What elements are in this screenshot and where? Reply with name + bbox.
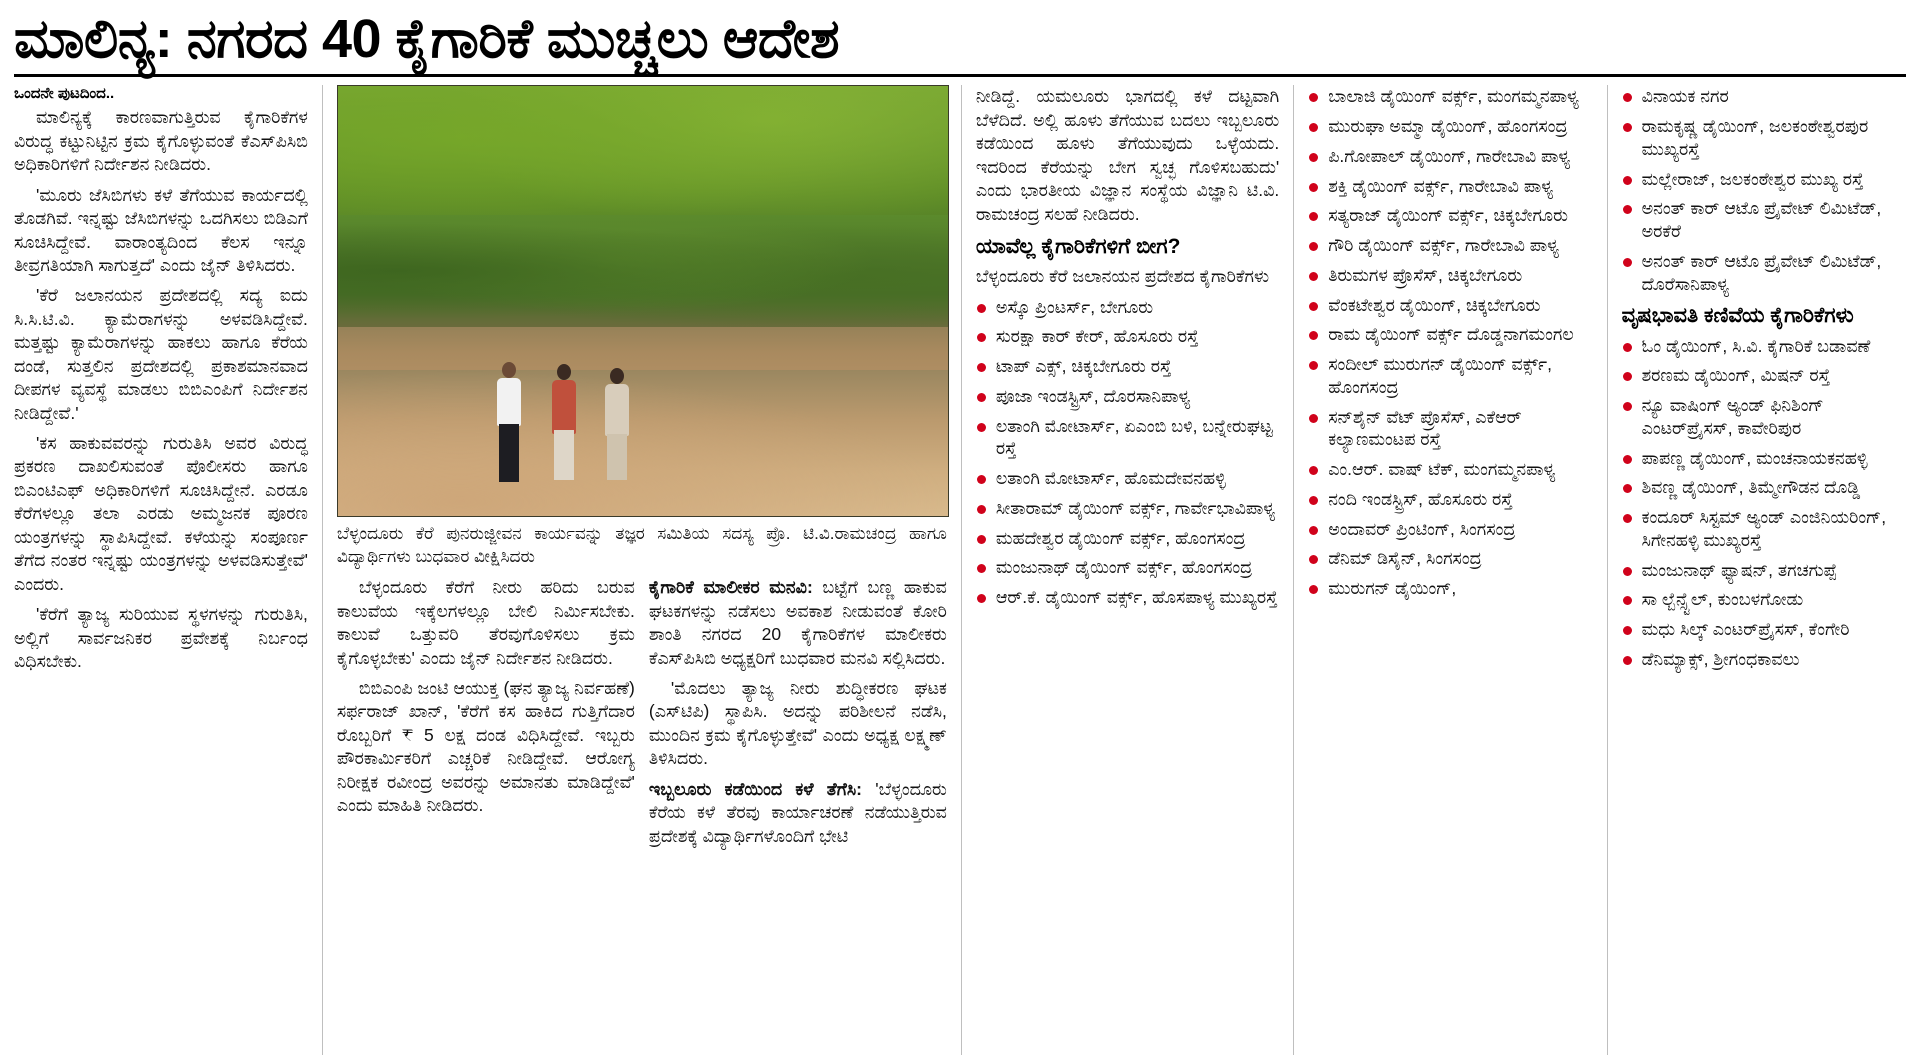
headline-rule — [14, 74, 1906, 77]
list-item: ಶಿವಣ್ಣ ಡೈಯಿಂಗ್, ತಿಮ್ಮೇಗೌಡನ ದೊಡ್ಡಿ — [1622, 476, 1906, 499]
paragraph-with-runin — [649, 576, 947, 670]
list-item: ಡೆನಿಮ್ಯಾಕ್ಸ್, ಶ್ರೀಗಂಧಕಾವಲು — [1622, 648, 1906, 671]
list-item: ಮಂಜುನಾಥ್ ಫ್ಯಾಷನ್, ತಗಚಗುಪ್ಪೆ — [1622, 559, 1906, 582]
list-item: ತಿರುಮಗಳ ಪ್ರೊಸೆಸ್, ಚಿಕ್ಕಬೇಗೂರು — [1308, 264, 1592, 287]
list-item: ಅನಂತ್ ಕಾರ್ ಆಟೊ ಪ್ರೈವೇಟ್ ಲಿಮಿಟೆಡ್, ಅರಕೆರೆ — [1622, 197, 1906, 243]
column-divider — [1607, 85, 1608, 1055]
list-item: ಗೌರಿ ಡೈಯಿಂಗ್ ವರ್ಕ್ಸ್, ಗಾರೇಬಾವಿ ಪಾಳ್ಯ — [1308, 234, 1592, 257]
column-1 — [14, 85, 308, 680]
list-item: ಸತ್ಯರಾಜ್ ಡೈಯಿಂಗ್ ವರ್ಕ್ಸ್, ಚಿಕ್ಕಬೇಗೂರು — [1308, 204, 1592, 227]
list-item: ಮಹದೇಶ್ವರ ಡೈಯಿಂಗ್ ವರ್ಕ್ಸ್, ಹೊಂಗಸಂದ್ರ — [976, 527, 1279, 550]
list-item: ಮಂಜುನಾಥ್ ಡೈಯಿಂಗ್ ವರ್ಕ್ಸ್, ಹೊಂಗಸಂದ್ರ — [976, 556, 1279, 579]
column-divider — [961, 85, 962, 1055]
paragraph-text: 'ಬೆಳ್ಳಂದೂರು ಕೆರೆಯ ಕಳೆ ತೆರವು ಕಾರ್ಯಾಚರಣೆ ನಡೆಯುತ್ತಿರುವ ಪ್ರದೇಶಕ್ಕೆ ವಿದ್ಯಾರ್ಥಿಗಳೊಂದಿಗೆ ಭೇಟಿ — [648, 778, 947, 846]
column-2b — [649, 576, 947, 855]
photo-caption: ಬೆಳ್ಳಂದೂರು ಕೆರೆ ಪುನರುಜ್ಜೀವನ ಕಾರ್ಯವನ್ನು ತಜ್ಞರ ಸಮಿತಿಯ ಸದಸ್ಯ ಪ್ರೊ. ಟಿ.ವಿ.ರಾಮಚಂದ್ರ ಹಾಗೂ ವಿದ್ಯಾರ್ಥಿಗಳು ಬುಧವಾರ ವೀಕ್ಷಿಸಿದರು — [336, 524, 947, 566]
column-divider — [322, 85, 323, 1055]
column-4 — [1308, 85, 1592, 607]
list-item: ಮುರುಘಾ ಅಮ್ಮಾ ಡೈಯಿಂಗ್, ಹೊಂಗಸಂದ್ರ — [1308, 115, 1592, 138]
list-item: ಬಾಲಾಜಿ ಡೈಯಿಂಗ್ ವರ್ಕ್ಸ್, ಮಂಗಮ್ಮನಪಾಳ್ಯ — [1308, 85, 1592, 108]
list-item: ನ್ಯೂ ವಾಷಿಂಗ್ ಅ್ಯಂಡ್ ಫಿನಿಶಿಂಗ್ ಎಂಟರ್‌ಪ್ರೈಸಸ್, ಕಾವೇರಿಪುರ — [1622, 394, 1906, 440]
column-5 — [1622, 85, 1906, 677]
section-heading-industries: ಯಾವೆಲ್ಲ ಕೈಗಾರಿಕೆಗಳಿಗೆ ಬೀಗ? — [975, 234, 1181, 258]
list-item: ಆರ್.ಕೆ. ಡೈಯಿಂಗ್ ವರ್ಕ್ಸ್, ಹೊಸಪಾಳ್ಯ ಮುಖ್ಯರಸ್ತೆ — [976, 586, 1279, 609]
photo-person-left — [488, 362, 534, 482]
paragraph-with-runin — [649, 778, 947, 848]
paragraph: ಮಾಲಿನ್ಯಕ್ಕೆ ಕಾರಣವಾಗುತ್ತಿರುವ ಕೈಗಾರಿಕೆಗಳ ವಿರುದ್ಧ ಕಟ್ಟುನಿಟ್ಟಿನ ಕ್ರಮ ಕೈಗೊಳ್ಳುವಂತೆ ಕೆಎಸ್‌ಪಿಸಿಬಿ ಅಧಿಕಾರಿಗಳಿಗೆ ನಿರ್ದೇಶನ ನೀಡಿದರು. — [14, 107, 308, 175]
runin-heading: ಇಬ್ಬಲೂರು ಕಡೆಯಿಂದ ಕಳೆ ತೆಗೆಸಿ: — [648, 778, 862, 799]
paragraph: 'ಮೊದಲು ತ್ಯಾಜ್ಯ ನೀರು ಶುದ್ಧೀಕರಣ ಘಟಕ (ಎಸ್‌ಟಿಪಿ) ಸ್ಥಾಪಿಸಿ. ಅದನ್ನು ಪರಿಶೀಲನೆ ನಡೆಸಿ, ಮುಂದಿನ ಕ್ರಮ ಕೈಗೊಳ್ಳುತ್ತೇವೆ' ಎಂದು ಅಧ್ಯಕ್ಷ ಲಕ್ಷ್ಮಣ್ ತಿಳಿಸಿದರು. — [648, 677, 947, 769]
photo-block — [337, 85, 947, 517]
list-item: ಮಧು ಸಿಲ್ಕ್ ಎಂಟರ್‌ಪ್ರೈಸಸ್, ಕೆಂಗೇರಿ — [1622, 618, 1906, 641]
list-item: ಎಂ.ಆರ್. ವಾಷ್ ಟೆಕ್, ಮಂಗಮ್ಮನಪಾಳ್ಯ — [1308, 458, 1592, 481]
list-item: ಶಕ್ತಿ ಡೈಯಿಂಗ್ ವರ್ಕ್ಸ್, ಗಾರೇಬಾವಿ ಪಾಳ್ಯ — [1308, 175, 1592, 198]
list-item: ಲತಾಂಗಿ ಮೋಟಾರ್ಸ್, ಹೊಮದೇವನಹಳ್ಳಿ — [976, 467, 1279, 490]
paragraph-text: ಬಟ್ಟೆಗೆ ಬಣ್ಣ ಹಾಕುವ ಘಟಕಗಳನ್ನು ನಡೆಸಲು ಅವಕಾಶ ನೀಡುವಂತೆ ಕೋರಿ ಶಾಂತಿ ನಗರದ 20 ಕೈಗಾರಿಕೆಗಳ ಮಾಲೀಕರು ಕೆಎಸ್‌ಪಿಸಿಬಿ ಅಧ್ಯಕ್ಷರಿಗೆ ಬುಧವಾರ ಮನವಿ ಸಲ್ಲಿಸಿದರು. — [648, 577, 947, 668]
list-item: ಓಂ ಡೈಯಿಂಗ್, ಸಿ.ವಿ. ಕೈಗಾರಿಕೆ ಬಡಾವಣೆ — [1622, 335, 1906, 358]
list-item: ಪಿ.ಗೋಪಾಲ್ ಡೈಯಿಂಗ್, ಗಾರೇಬಾವಿ ಪಾಳ್ಯ — [1308, 145, 1592, 168]
column-3 — [976, 85, 1279, 616]
column-divider — [1293, 85, 1294, 1055]
continued-from-label: ಒಂದನೇ ಪುಟದಿಂದ.. — [14, 85, 115, 103]
paragraph: 'ಕಸ ಹಾಕುವವರನ್ನು ಗುರುತಿಸಿ ಅವರ ವಿರುದ್ಧ ಪ್ರಕರಣ ದಾಖಲಿಸುವಂತೆ ಪೊಲೀಸರು ಹಾಗೂ ಬಿಎಂಟಿಎಫ್ ಅಧಿಕಾರಿಗಳಿಗೆ ಸೂಚಿಸಿದ್ದೇನೆ. ಎರಡೂ ಕೆರೆಗಳಲ್ಲೂ ತಲಾ ಎರಡು ಅಮ್ಮಜನಕ ಪೂರಣ ಯಂತ್ರಗಳನ್ನು ಸ್ಥಾಪಿಸಿದ್ದೇವೆ. ಕಳೆಯನ್ನು ಸಂಪೂರ್ಣ ತೆಗೆದ ನಂತರ ಇನ್ನಷ್ಟು ಯಂತ್ರಗಳನ್ನು ಅಳವಡಿಸುತ್ತೇವೆ' ಎಂದರು. — [14, 433, 308, 594]
list-item: ಟಾಪ್ ಎಕ್ಸ್, ಚಿಕ್ಕಬೇಗೂರು ರಸ್ತೆ — [976, 355, 1279, 378]
list-item: ಶರಣಮ ಡೈಯಿಂಗ್, ಮಿಷನ್ ರಸ್ತೆ — [1622, 364, 1906, 387]
list-item: ಪಾಪಣ್ಣ ಡೈಯಿಂಗ್, ಮಂಚನಾಯಕನಹಳ್ಳಿ — [1622, 447, 1906, 470]
list-item: ನಂದಿ ಇಂಡಸ್ಟ್ರಿಸ್, ಹೊಸೂರು ರಸ್ತೆ — [1308, 488, 1592, 511]
article-columns — [14, 85, 1906, 1055]
list-item: ಡೆನಿಮ್ ಡಿಸೈನ್, ಸಿಂಗಸಂದ್ರ — [1308, 547, 1592, 570]
list-item: ಅಂದಾವರ್ ಪ್ರಿಂಟಿಂಗ್, ಸಿಂಗಸಂದ್ರ — [1308, 518, 1592, 541]
industry-list-2 — [1308, 85, 1592, 600]
list-item: ಸಾ ಲ್ಬೆನ್ಸ್ಟೆಲ್, ಕುಂಬಳಗೋಡು — [1622, 588, 1906, 611]
photo-mud-layer — [338, 370, 948, 516]
industry-list-4 — [1622, 335, 1906, 671]
list-item: ಕಂದೂರ್ ಸಿಸ್ಟಮ್ ಅ್ಯಂಡ್ ಎಂಜಿನಿಯರಿಂಗ್, ಸಿಗೇನಹಳ್ಳಿ ಮುಖ್ಯರಸ್ತೆ — [1622, 506, 1906, 552]
list-item: ಮುರುಗನ್ ಡೈಯಿಂಗ್, — [1308, 577, 1592, 600]
industry-list-3 — [1622, 85, 1906, 295]
section-intro: ಬೆಳ್ಳಂದೂರು ಕೆರೆ ಜಲಾನಯನ ಪ್ರದೇಶದ ಕೈಗಾರಿಕೆಗಳು — [975, 266, 1270, 287]
list-item: ಸನ್‌ಶೈನ್ ವೆಟ್ ಪ್ರೊಸೆಸ್, ಎಕೆಆರ್ ಕಲ್ಯಾಣಮಂಟಪ ರಸ್ತೆ — [1308, 406, 1592, 452]
list-item: ಸುರಕ್ಷಾ ಕಾರ್ ಕೇರ್, ಹೊಸೂರು ರಸ್ತೆ — [976, 325, 1279, 348]
paragraph: 'ಕೆರೆ ಜಲಾನಯನ ಪ್ರದೇಶದಲ್ಲಿ ಸದ್ಯ ಐದು ಸಿ.ಸಿ.ಟಿ.ವಿ. ಕ್ಯಾಮೆರಾಗಳನ್ನು ಅಳವಡಿಸಿದ್ದೇವೆ. ಮತ್ತಷ್ಟು ಕ್ಯಾಮೆರಾಗಳನ್ನು ಹಾಕಲು ಹಾಗೂ ಕೆರೆಯ ದಂಡೆ, ಸುತ್ತಲಿನ ಪ್ರದೇಶದಲ್ಲಿ ಪ್ರಕಾಶಮಾನವಾದ ದೀಪಗಳ ವ್ಯವಸ್ಥೆ ಮಾಡಲು ಬಿಬಿಎಂಪಿಗೆ ನಿರ್ದೇಶನ ನೀಡಿದ್ದೇವೆ.' — [14, 285, 308, 423]
paragraph: ನೀಡಿದ್ದೆ. ಯಮಲೂರು ಭಾಗದಲ್ಲಿ ಕಳೆ ದಟ್ಟವಾಗಿ ಬೆಳೆದಿದೆ. ಅಲ್ಲಿ ಹೂಳು ತೆಗೆಯುವ ಬದಲು ಇಬ್ಬಲೂರು ಕಡೆಯಿಂದ ಹೂಳು ತೆಗೆಯುವುದು ಒಳ್ಳೆಯದು. ಇದರಿಂದ ಕೆರೆಯನ್ನು ಬೇಗ ಸ್ವಚ್ಛ ಗೊಳಿಸಬಹುದು' ಎಂದು ಭಾರತೀಯ ವಿಜ್ಞಾನ ಸಂಸ್ಥೆಯ ವಿಜ್ಞಾನಿ ಟಿ.ವಿ. ರಾಮಚಂದ್ರ ಸಲಹೆ ನೀಡಿದರು. — [975, 86, 1280, 224]
runin-heading: ಕೈಗಾರಿಕೆ ಮಾಲೀಕರ ಮನವಿ: — [648, 577, 813, 598]
list-item: ವಿನಾಯಕ ನಗರ — [1622, 85, 1906, 108]
photo-person-middle — [543, 362, 589, 482]
column-2a — [337, 576, 635, 855]
page-title: ಮಾಲಿನ್ಯ: ನಗರದ 40 ಕೈಗಾರಿಕೆ ಮುಚ್ಚಲು ಆದೇಶ — [14, 9, 840, 69]
paragraph: 'ಮೂರು ಜೆಸಿಬಿಗಳು ಕಳೆ ತೆಗೆಯುವ ಕಾರ್ಯದಲ್ಲಿ ತೊಡಗಿವೆ. ಇನ್ನಷ್ಟು ಜೆಸಿಬಿಗಳನ್ನು ಒದಗಿಸಲು ಬಿಡಿಎಗೆ ಸೂಚಿಸಿದ್ದೇವೆ. ವಾರಾಂತ್ಯದಿಂದ ಕೆಲಸ ಇನ್ನೂ ತೀವ್ರಗತಿಯಾಗಿ ಸಾಗುತ್ತದೆ' ಎಂದು ಜೈನ್ ತಿಳಿಸಿದರು. — [14, 184, 308, 275]
section-heading-vrishabhavathi: ವೃಷಭಾವತಿ ಕಣಿವೆಯ ಕೈಗಾರಿಕೆಗಳು — [1621, 304, 1854, 328]
list-item: ಸಂದೀಲ್ ಮುರುಗನ್ ಡೈಯಿಂಗ್ ವರ್ಕ್ಸ್, ಹೊಂಗಸಂದ್ರ — [1308, 353, 1592, 399]
list-item: ಪೂಜಾ ಇಂಡಸ್ಟ್ರಿಸ್, ದೊರಸಾನಿಪಾಳ್ಯ — [976, 385, 1279, 408]
photo-person-right — [596, 364, 642, 482]
list-item: ಅಸ್ಕೊ ಪ್ರಿಂಟರ್ಸ್, ಬೇಗೂರು — [976, 296, 1279, 319]
column-2-subcolumns — [337, 576, 947, 855]
column-2 — [337, 85, 947, 855]
list-item: ಲತಾಂಗಿ ಮೋಟಾರ್ಸ್, ಏಎಂಬಿ ಬಳಿ, ಬನ್ನೇರುಘಟ್ಟ ರಸ್ತೆ — [976, 415, 1279, 461]
list-item: ಸೀತಾರಾಮ್ ಡೈಯಿಂಗ್ ವರ್ಕ್ಸ್, ಗಾರ್ವೇಭಾವಿಪಾಳ್ಯ — [976, 497, 1279, 520]
paragraph: 'ಕೆರೆಗೆ ತ್ಯಾಜ್ಯ ಸುರಿಯುವ ಸ್ಥಳಗಳನ್ನು ಗುರುತಿಸಿ, ಅಲ್ಲಿಗೆ ಸಾರ್ವಜನಿಕರ ಪ್ರವೇಶಕ್ಕೆ ನಿರ್ಬಂಧ ವಿಧಿಸಬೇಕು. — [14, 604, 308, 671]
lake-cleanup-photo — [337, 85, 949, 517]
paragraph: ಬೆಳ್ಳಂದೂರು ಕೆರೆಗೆ ನೀರು ಹರಿದು ಬರುವ ಕಾಲುವೆಯ ಇಕ್ಕೆಲಗಳಲ್ಲೂ ಬೇಲಿ ನಿರ್ಮಿಸಬೇಕು. ಕಾಲುವೆ ಒತ್ತುವರಿ ತೆರವುಗೊಳಿಸಲು ಕ್ರಮ ಕೈಗೊಳ್ಳಬೇಕು' ಎಂದು ಜೈನ್ ನಿರ್ದೇಶನ ನೀಡಿದರು. — [336, 577, 635, 668]
list-item: ಅನಂತ್ ಕಾರ್ ಆಟೊ ಪ್ರೈವೇಟ್ ಲಿಮಿಟೆಡ್, ದೊರೆಸಾನಿಪಾಳ್ಯ — [1622, 250, 1906, 296]
list-item: ರಾಮಕೃಷ್ಣ ಡೈಯಿಂಗ್, ಜಲಕಂಠೇಶ್ವರಪುರ ಮುಖ್ಯರಸ್ತೆ — [1622, 115, 1906, 161]
paragraph: ಬಿಬಿಎಂಪಿ ಜಂಟಿ ಆಯುಕ್ತ (ಘನ ತ್ಯಾಜ್ಯ ನಿರ್ವಹಣೆ) ಸರ್ಫರಾಜ್ ಖಾನ್, 'ಕೆರೆಗೆ ಕಸ ಹಾಕಿದ ಗುತ್ತಿಗೆದಾರ ರೊಬ್ಬರಿಗೆ ₹ 5 ಲಕ್ಷ ದಂಡ ವಿಧಿಸಿದ್ದೇವೆ. ಇಬ್ಬರು ಪೌರಕಾರ್ಮಿಕರಿಗೆ ಎಚ್ಚರಿಕೆ ನೀಡಿದ್ದೇವೆ. ಆರೋಗ್ಯ ನಿರೀಕ್ಷಕ ರವೀಂದ್ರ ಅವರನ್ನು ಅಮಾನತು ಮಾಡಿದ್ದೇವೆ' ಎಂದು ಮಾಹಿತಿ ನೀಡಿದರು. — [336, 677, 635, 816]
industry-list-1 — [976, 296, 1279, 609]
list-item: ಮಲ್ಲೇರಾಜ್, ಜಲಕಂಠೇಶ್ವರ ಮುಖ್ಯ ರಸ್ತೆ — [1622, 168, 1906, 191]
list-item: ರಾಮ ಡೈಯಿಂಗ್ ವರ್ಕ್ಸ್ ದೊಡ್ಡನಾಗಮಂಗಲ — [1308, 323, 1592, 346]
list-item: ವೆಂಕಟೇಶ್ವರ ಡೈಯಿಂಗ್, ಚಿಕ್ಕಬೇಗೂರು — [1308, 294, 1592, 317]
